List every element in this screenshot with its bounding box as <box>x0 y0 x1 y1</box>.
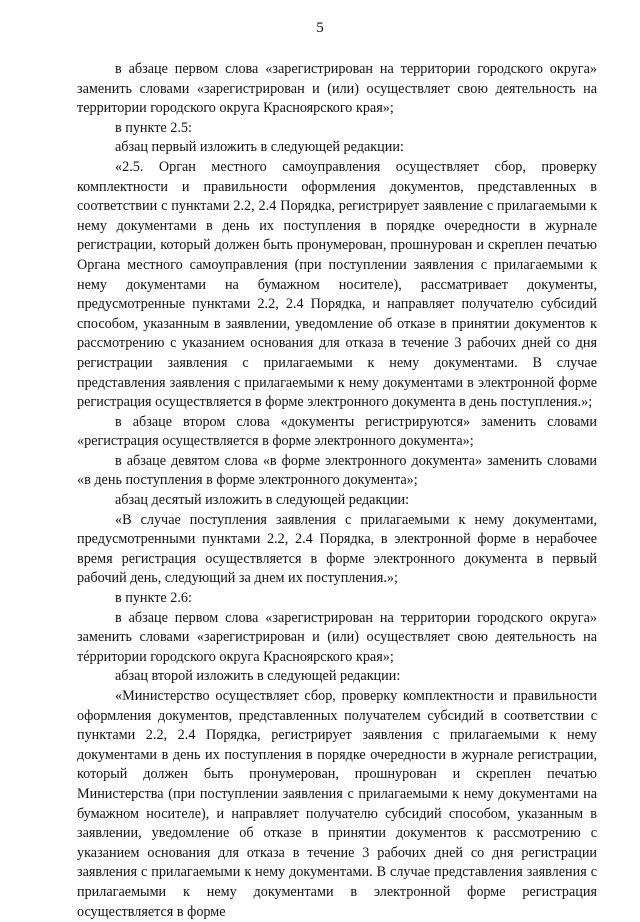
paragraph-9: в пункте 2.6: <box>115 590 192 607</box>
paragraph-5: в абзаце втором слова «документы регистрируются» заменить словами «регистрация осуществляется в форме электронного документа»; <box>77 413 597 450</box>
paragraph-1: в абзаце первом слова «зарегистрирован на территории городского округа» заменить словами «зарегистрирован и (или) осуществляет свою деятельность на территории городского округа Красноярского края»; <box>77 61 597 117</box>
paragraph-2: в пункте 2.5: <box>115 119 192 136</box>
paragraph-12: «Министерство осуществляет сбор, проверку комплектности и правильности оформления документов, представленных получателем субсидий в соответствии с пунктами 2.2, 2.4 Порядка, регистрирует заявления с прилагаемыми к нему документами в день их поступления в порядке очередности в журнале регистрации, который должен быть пронумерован, прошнурован и скреплен печатью Министерства (при поступлении заявления с прилагаемыми к нему документами на бумажном носителе), и направляет получателю субсидий способом, указанным в заявлении, уведомление об отказе в принятии документов к рассмотрению с указанием основания для отказа в течение 3 рабочих дней со дня регистрации заявления с прилагаемыми к нему документами. В случае представления заявления с прилагаемыми к нему документами в электронной форме регистрация осуществляется в форме <box>77 688 597 920</box>
paragraph-7: абзац десятый изложить в следующей редакции: <box>115 492 410 509</box>
paragraph-11: абзац второй изложить в следующей редакции: <box>115 668 401 685</box>
page-number: 5 <box>316 20 324 36</box>
paragraph-4: «2.5. Орган местного самоуправления осуществляет сбор, проверку комплектности и правильности оформления документов, представленных в соответствии с пунктами 2.2, 2.4 Порядка, регистрирует заявление с прилагаемыми к нему документами в день их поступления в порядке очередности в журнале регистрации, который должен быть пронумерован, прошнурован и скреплен печатью Органа местного самоуправления (при поступлении заявления с прилагаемыми к нему документами на бумажном носителе), рассматривает документы, предусмотренные пунктами 2.2, 2.4 Порядка, и направляет получателю субсидий способом, указанным в заявлении, уведомление об отказе в принятии документов к рассмотрению с указанием основания для отказа в течение 3 рабочих дней со дня регистрации заявления с прилагаемыми к нему документами. В случае представления заявления с прилагаемыми к нему документами в электронной форме регистрация осуществляется в форме электронного документа в день поступления.»; <box>77 158 597 411</box>
paragraph-10: в абзаце первом слова «зарегистрирован на территории городского округа» заменить словами «зарегистрирован и (или) осуществляет свою деятельность на тéрритории городского округа Красноярского края»; <box>77 609 597 665</box>
paragraph-8: «В случае поступления заявления с прилагаемыми к нему документами, предусмотренными пунктами 2.2, 2.4 Порядка, в электронной форме в нерабочее время регистрация осуществляется в форме электронного документа в первый рабочий день, следующий за днем их поступления.»; <box>77 511 597 587</box>
paragraph-3: абзац первый изложить в следующей редакции: <box>115 139 404 156</box>
document-body <box>77 60 597 922</box>
paragraph-6: в абзаце девятом слова «в форме электронного документа» заменить словами «в день поступления в форме электронного документа»; <box>77 452 597 489</box>
